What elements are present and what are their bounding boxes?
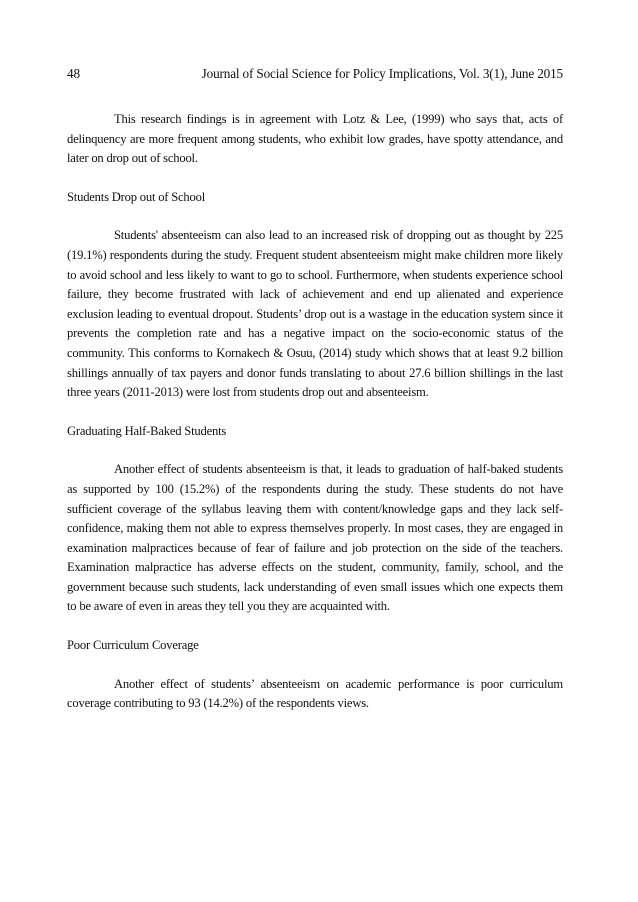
section-heading-drop-out: Students Drop out of School: [67, 189, 206, 204]
section-heading-half-baked: Graduating Half-Baked Students: [67, 423, 227, 438]
paragraph-drop-out: Students' absenteeism can also lead to an increased risk of dropping out as thought by 225 (19.1%) respondents during the study. Frequent student absenteeism might make children more likely to avoid school and less likely to want to go to school. Furthermore, when students experience school failure, they become frustrated with lack of achievement and end up alienated and experience exclusion leading to eventual dropout. Students’ drop out is a wastage in the education system since it prevents the completion rate and has a negative impact on the socio-economic status of the community. This conforms to Kornakech & Osuu, (2014) study which shows that at least 9.2 billion shillings annually of tax payers and donor funds translating to about 27.6 billion shillings in the last three years (2011-2013) were lost from students drop out and absenteeism.: [67, 228, 563, 400]
paragraph-half-baked: Another effect of students absenteeism is that, it leads to graduation of half-baked students as supported by 100 (15.2%) of the respondents during the study. These students do not have sufficient coverage of the syllabus leaving them with content/knowledge gaps and they lack self-confidence, making them not able to express themselves properly. In most cases, they are engaged in examination malpractices because of fear of failure and job protection on the side of the teachers. Examination malpractice has adverse effects on the student, community, family, school, and the government because such students, lack understanding of even small issues which one expects them to be aware of even in areas they tell you they are acquainted with.: [67, 462, 563, 614]
paragraph-curriculum: Another effect of students’ absenteeism on academic performance is poor curriculum coverage contributing to 93 (14.2%) of the respondents views.: [67, 676, 563, 711]
journal-title: Journal of Social Science for Policy Implications, Vol. 3(1), June 2015: [201, 66, 563, 81]
page-number: 48: [67, 66, 80, 81]
section-heading-curriculum: Poor Curriculum Coverage: [67, 638, 199, 653]
paragraph-delinquency: This research findings is in agreement with Lotz & Lee, (1999) who says that, acts of delinquency are more frequent among students, who exhibit low grades, have spotty attendance, and later on drop out of school.: [67, 112, 563, 166]
article-body: [67, 110, 563, 714]
